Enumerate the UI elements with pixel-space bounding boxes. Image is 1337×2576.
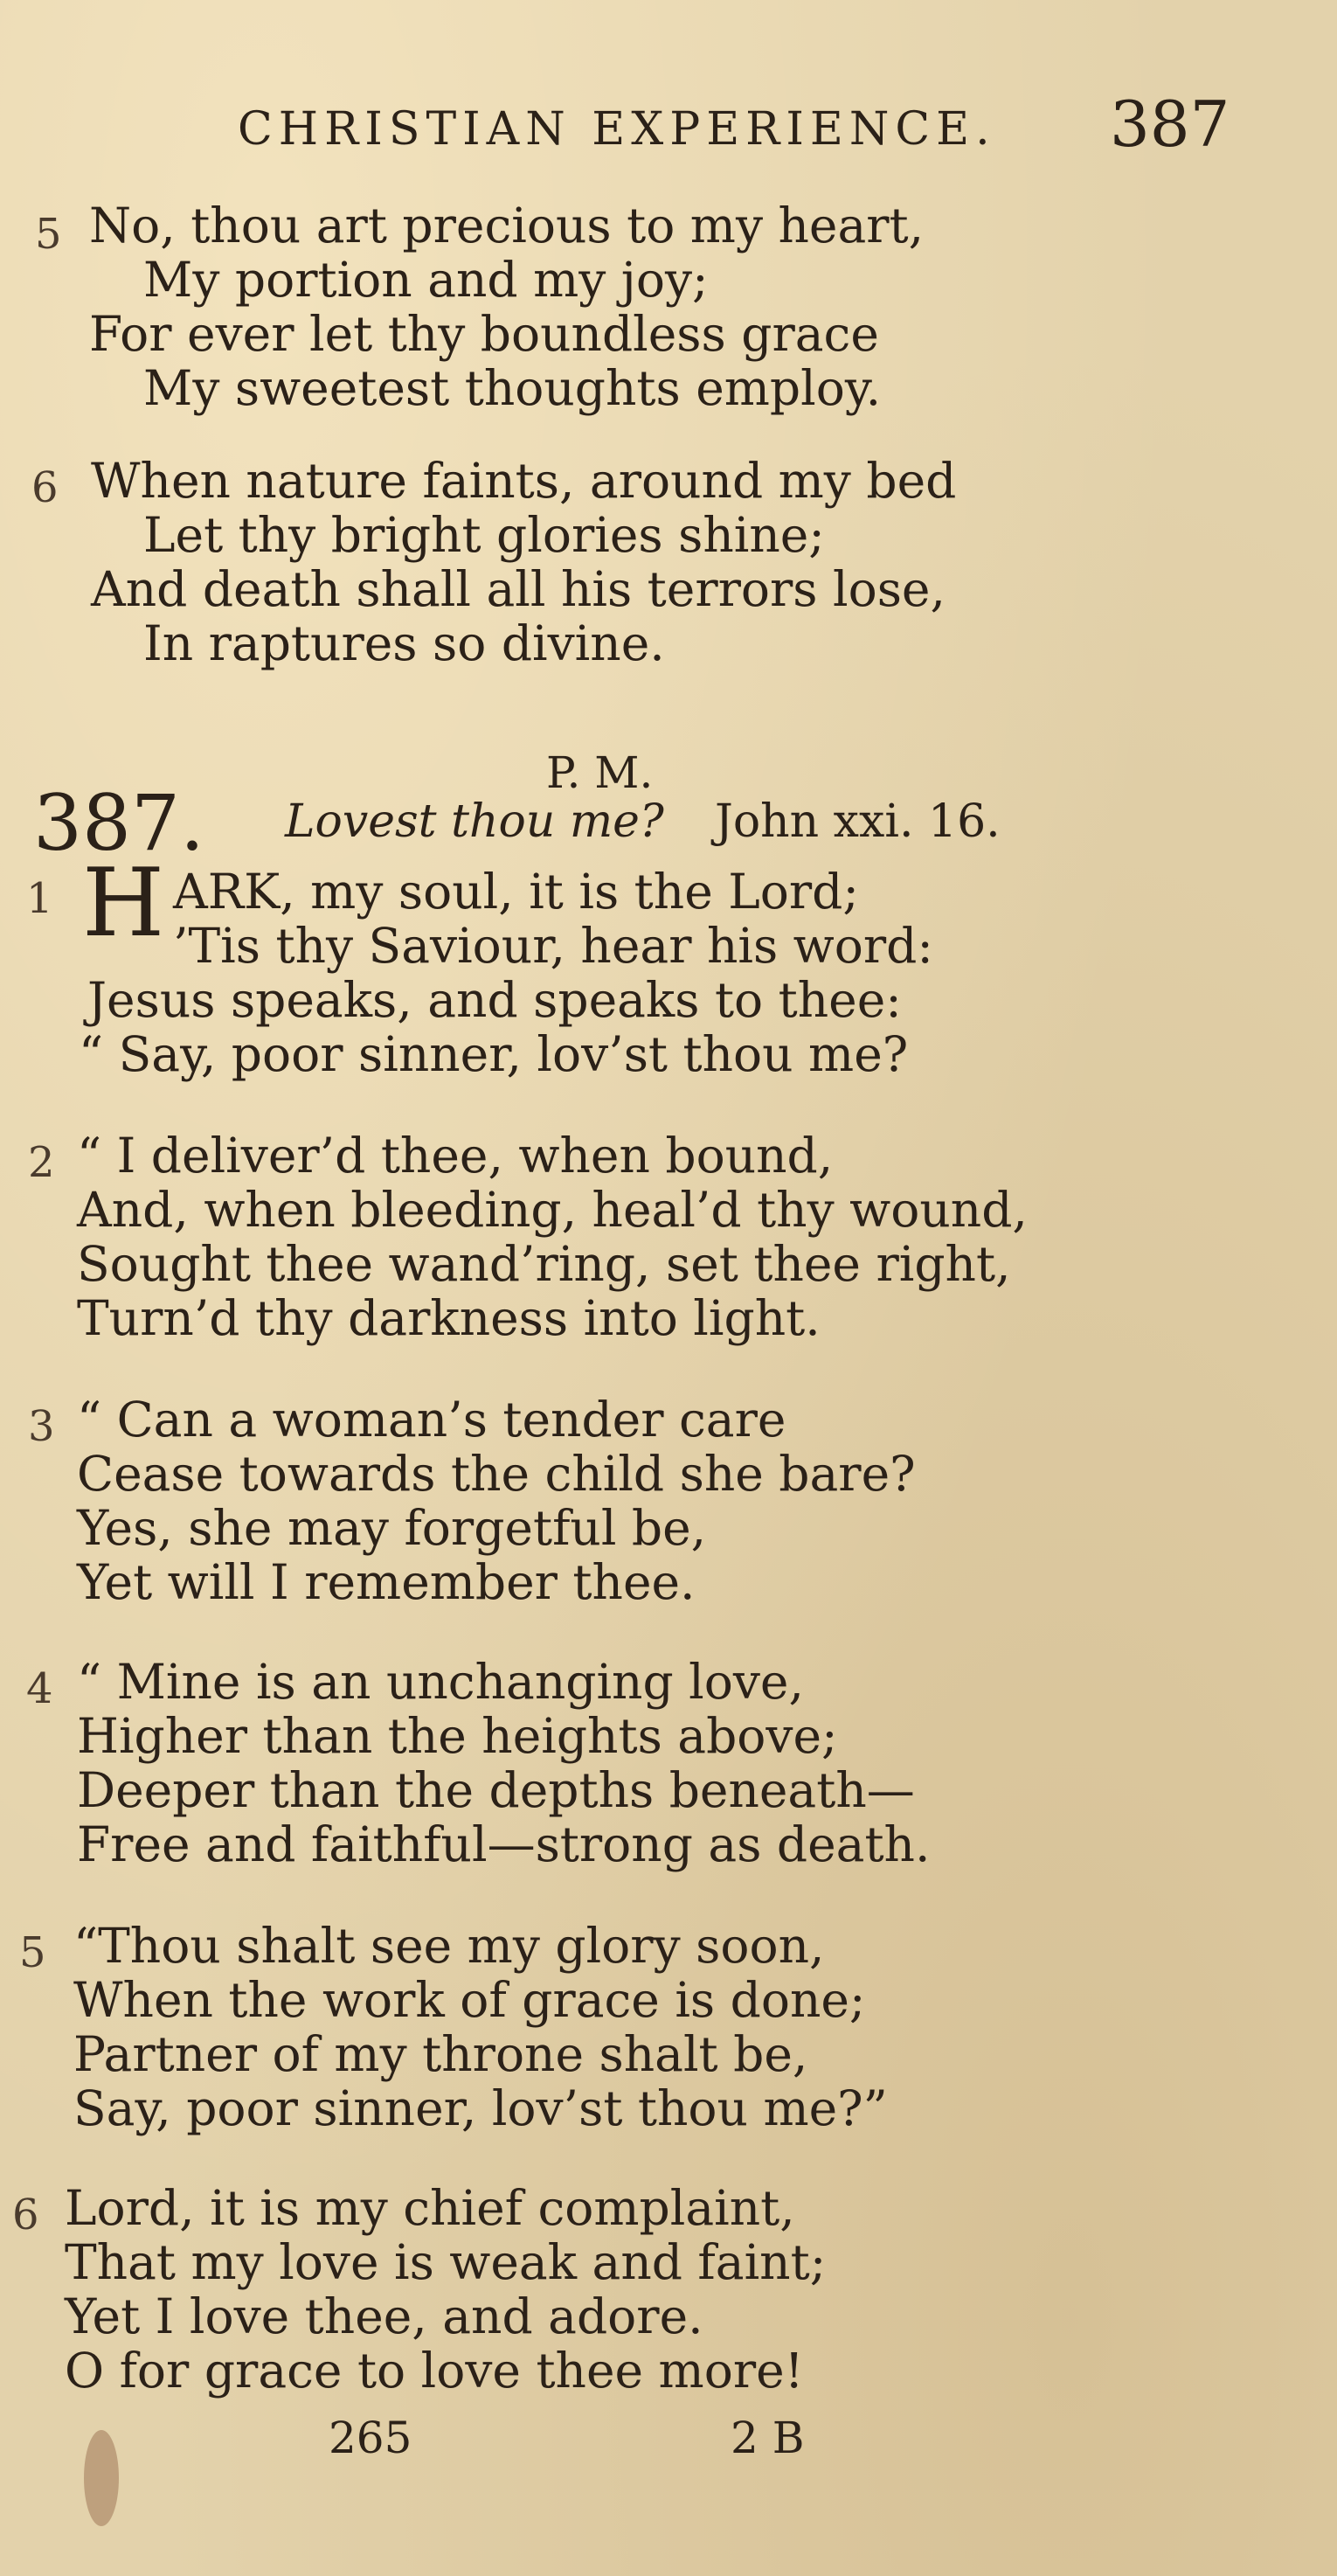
verse-line: Cease towards the child she bare? [77, 1446, 916, 1502]
verse-number: 5 [35, 210, 62, 259]
hymn-meter: P. M. [546, 747, 654, 798]
hymn-number: 387. [33, 778, 204, 868]
verse-line: Partner of my throne shalt be, [73, 2026, 808, 2082]
verse-line: Turn’d thy darkness into light. [77, 1290, 821, 1346]
verse-line: ’Tis thy Saviour, hear his word: [173, 918, 933, 974]
verse-line: “Thou shalt see my glory soon, [73, 1918, 825, 1974]
verse-line: My sweetest thoughts employ. [143, 360, 882, 416]
verse-line: That my love is weak and faint; [65, 2234, 827, 2290]
verse-line: “ Can a woman’s tender care [77, 1392, 786, 1448]
verse-line: “ Mine is an unchanging love, [77, 1654, 804, 1710]
verse-line: Yes, she may forgetful be, [77, 1500, 707, 1556]
running-header: CHRISTIAN EXPERIENCE. [238, 103, 996, 156]
scripture-reference: John xxi. 16. [715, 795, 1001, 848]
verse-line: For ever let thy boundless grace [89, 306, 879, 362]
verse-line: Let thy bright glories shine; [143, 507, 825, 563]
verse-line: Yet I love thee, and adore. [65, 2288, 703, 2344]
verse-line: And death shall all his terrors lose, [91, 561, 946, 617]
verse-line: Yet will I remember thee. [77, 1554, 696, 1610]
verse-line: When nature faints, around my bed [91, 453, 957, 509]
verse-line: No, thou art precious to my heart, [89, 198, 925, 253]
verse-line: Sought thee wand’ring, set thee right, [77, 1236, 1011, 1292]
hymn-title: Lovest thou me? [285, 795, 664, 848]
verse-line: O for grace to love thee more! [65, 2343, 804, 2399]
verse-number: 6 [12, 2191, 39, 2239]
verse-line: Free and faithful—strong as death. [77, 1816, 931, 1872]
drop-cap: H [82, 849, 165, 958]
verse-line: Lord, it is my chief complaint, [65, 2180, 795, 2236]
verse-number: 1 [26, 874, 53, 923]
footer-page-signature: 265 [329, 2413, 412, 2463]
verse-line: Higher than the heights above; [77, 1708, 838, 1764]
verse-line: And, when bleeding, heal’d thy wound, [77, 1182, 1028, 1238]
paper-stain [84, 2430, 119, 2526]
verse-line: In raptures so divine. [143, 615, 665, 671]
footer-gathering-mark: 2 B [731, 2413, 805, 2463]
verse-line: My portion and my joy; [143, 252, 709, 308]
verse-number: 5 [19, 1928, 46, 1977]
verse-number: 2 [28, 1138, 55, 1187]
verse-line: “ I deliver’d thee, when bound, [77, 1128, 834, 1184]
verse-number: 4 [26, 1664, 53, 1713]
verse-number: 3 [28, 1402, 55, 1451]
verse-line: When the work of grace is done; [73, 1972, 866, 2028]
page-number: 387 [1110, 87, 1230, 161]
verse-line: Jesus speaks, and speaks to thee: [87, 972, 902, 1028]
verse-line: ARK, my soul, it is the Lord; [173, 864, 859, 920]
verse-line: Say, poor sinner, lov’st thou me?” [73, 2080, 888, 2136]
verse-number: 6 [31, 463, 59, 512]
verse-line: “ Say, poor sinner, lov’st thou me? [79, 1026, 909, 1082]
verse-line: Deeper than the depths beneath— [77, 1762, 915, 1818]
